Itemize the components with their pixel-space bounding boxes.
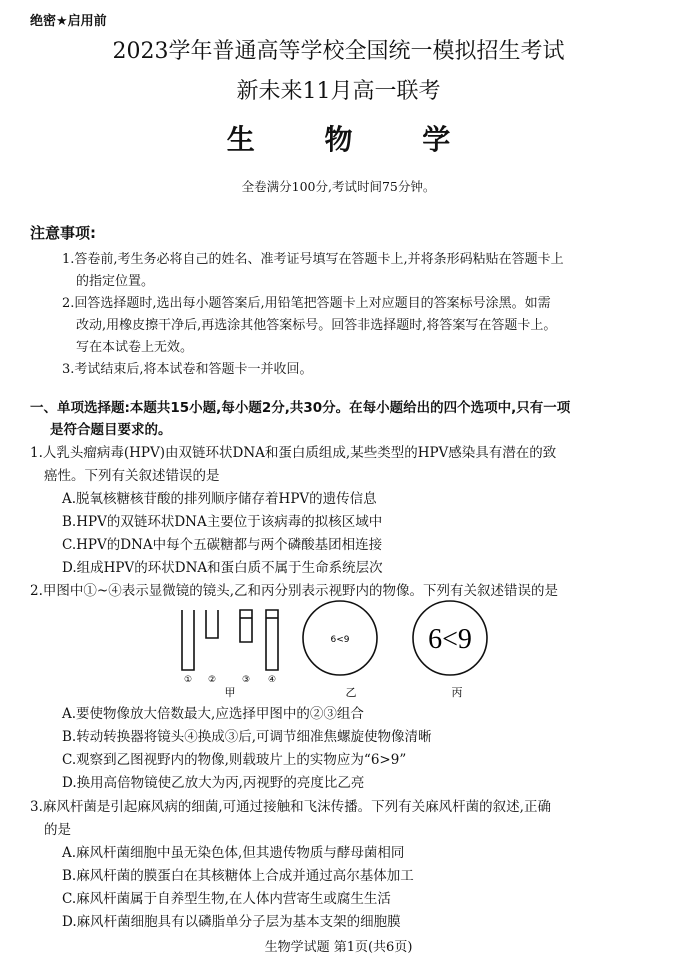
exam-subtitle: 新未来11月高一联考 xyxy=(236,79,441,104)
section-heading: 一、单项选择题:本题共15小题,每小题2分,共30分。在每小题给出的四个选项中,只有一项 xyxy=(30,400,571,416)
microscope-figure xyxy=(170,598,510,700)
view-bing-text: 6<9 xyxy=(428,624,472,655)
exam-title: 2023学年普通高等学校全国统一模拟招生考试 xyxy=(112,39,565,64)
notice-line: 1.答卷前,考生务必将自己的姓名、准考证号填写在答题卡上,并将条形码粘贴在答题卡上 xyxy=(62,252,564,267)
notice-line: 3.考试结束后,将本试卷和答题卡一并收回。 xyxy=(62,362,313,377)
lens-3-icon xyxy=(240,610,252,642)
lens-label: ④ xyxy=(267,675,277,685)
subject-title: 生 物 学 xyxy=(226,123,481,156)
view-yi-text: 6<9 xyxy=(330,635,350,645)
notice-line: 写在本试卷上无效。 xyxy=(76,340,194,355)
q2-option-d: D.换用高倍物镜使乙放大为丙,丙视野的亮度比乙亮 xyxy=(62,775,365,791)
secret-mark: 绝密★启用前 xyxy=(30,14,107,29)
notice-line: 的指定位置。 xyxy=(76,274,155,289)
lens-4-icon xyxy=(266,610,278,670)
q2-stem: 2.甲图中①~④表示显微镜的镜头,乙和丙分别表示视野内的物像。下列有关叙述错误的是 xyxy=(30,583,558,599)
lens-label: ② xyxy=(207,675,217,685)
figure-label-jia: 甲 xyxy=(224,686,236,699)
notice-line: 改动,用橡皮擦干净后,再选涂其他答案标号。回答非选择题时,将答案写在答题卡上。 xyxy=(76,318,557,333)
q3-option-a: A.麻风杆菌细胞中虽无染色体,但其遗传物质与酵母菌相同 xyxy=(62,845,405,861)
figure-label-yi: 乙 xyxy=(345,686,357,699)
lens-2-icon xyxy=(206,610,218,638)
lens-label: ③ xyxy=(241,675,251,685)
lens-1-icon xyxy=(182,610,194,670)
notice-line: 2.回答选择题时,选出每小题答案后,用铅笔把答题卡上对应题目的答案标号涂黑。如需 xyxy=(62,296,551,311)
q2-option-a: A.要使物像放大倍数最大,应选择甲图中的②③组合 xyxy=(62,706,364,722)
lens-label: ① xyxy=(183,675,193,685)
q2-option-c: C.观察到乙图视野内的物像,则载玻片上的实物应为“6>9” xyxy=(62,752,407,768)
q2-option-b: B.转动转换器将镜头④换成③后,可调节细准焦螺旋使物像清晰 xyxy=(62,729,432,745)
q1-option-b: B.HPV的双链环状DNA主要位于该病毒的拟核区域中 xyxy=(62,514,383,530)
score-time-note: 全卷满分100分,考试时间75分钟。 xyxy=(241,179,436,194)
q1-option-a: A.脱氧核糖核苷酸的排列顺序储存着HPV的遗传信息 xyxy=(62,491,377,507)
notice-heading: 注意事项: xyxy=(30,224,96,242)
section-heading-cont: 是符合题目要求的。 xyxy=(50,422,172,438)
figure-label-bing: 丙 xyxy=(451,686,463,699)
q3-option-d: D.麻风杆菌细胞具有以磷脂单分子层为基本支架的细胞膜 xyxy=(62,914,401,930)
q1-stem-cont: 癌性。下列有关叙述错误的是 xyxy=(44,468,220,484)
q3-stem: 3.麻风杆菌是引起麻风病的细菌,可通过接触和飞沫传播。下列有关麻风杆菌的叙述,正确 xyxy=(30,799,551,815)
page-footer: 生物学试题 第1页(共6页) xyxy=(264,940,413,955)
q1-stem: 1.人乳头瘤病毒(HPV)由双链环状DNA和蛋白质组成,某些类型的HPV感染具有潜在的致 xyxy=(30,445,557,461)
q1-option-c: C.HPV的DNA中每个五碳糖都与两个磷酸基团相连接 xyxy=(62,537,383,553)
q3-option-c: C.麻风杆菌属于自养型生物,在人体内营寄生或腐生生活 xyxy=(62,891,391,907)
q3-stem-cont: 的是 xyxy=(44,822,71,838)
q1-option-d: D.组成HPV的环状DNA和蛋白质不属于生命系统层次 xyxy=(62,560,383,576)
q3-option-b: B.麻风杆菌的膜蛋白在其核糖体上合成并通过高尔基体加工 xyxy=(62,868,414,884)
